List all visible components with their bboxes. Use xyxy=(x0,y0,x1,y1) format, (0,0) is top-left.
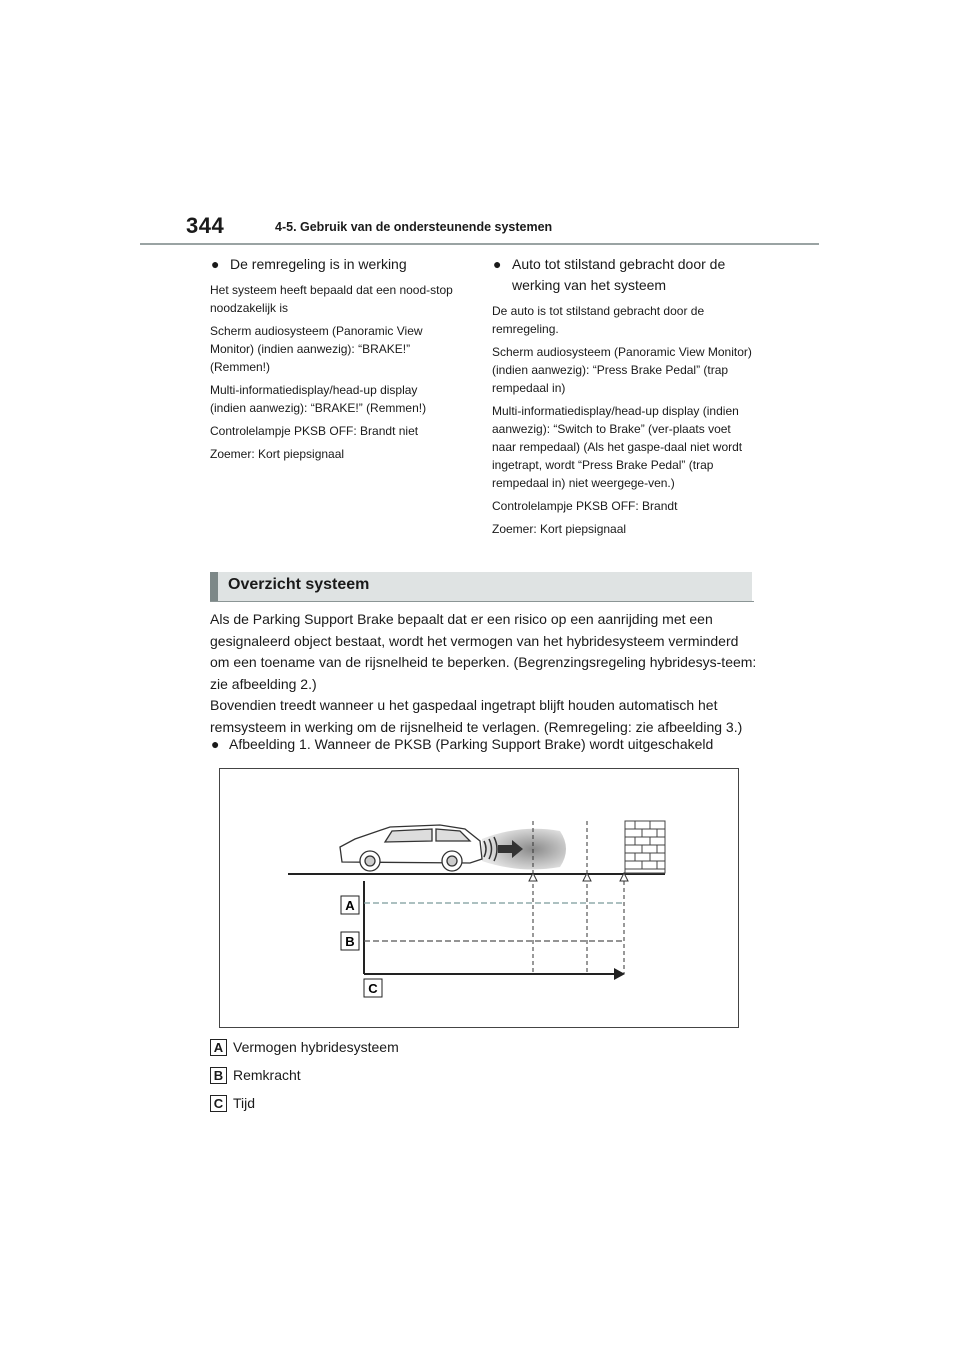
bullet-dot-icon: ● xyxy=(493,256,502,272)
legend-item-b xyxy=(210,1067,510,1087)
bullet-dot-icon: ● xyxy=(211,736,220,752)
right-line-1: De auto is tot stilstand gebracht door de remregeling. xyxy=(492,304,705,336)
right-bullet-text: Auto tot stilstand gebracht door de werking van het systeem xyxy=(512,256,726,293)
left-line-5: Zoemer: Kort piepsignaal xyxy=(210,447,345,461)
left-line-2: Scherm audiosysteem (Panoramic View Monitor) (indien aanwezig): “BRAKE!” (Remmen!) xyxy=(210,324,423,374)
label-b: B xyxy=(345,934,355,949)
left-line-3: Multi-informatiedisplay/head-up display (indien aanwezig): “BRAKE!” (Remmen!) xyxy=(210,383,427,415)
paragraph-1: Als de Parking Support Brake bepaalt dat er een risico op een aanrijding met een gesignaleerd object bestaat, wordt het vermogen van het hybridesysteem verminderd om een toename van de rijsnelheid te beperken. (Begrenzingsregeling hybridesys-teem: zie afbeelding 2.) xyxy=(210,611,757,692)
left-line-1: Het systeem heeft bepaald dat een nood-stop noodzakelijk is xyxy=(210,283,453,315)
header-rule xyxy=(140,243,819,245)
figure-diagram xyxy=(219,768,739,1028)
section-heading-text: Overzicht systeem xyxy=(228,576,370,593)
legend-text-c: Tijd xyxy=(233,1095,256,1111)
label-a: A xyxy=(345,898,355,913)
section-title: 4-5. Gebruik van de ondersteunende systemen xyxy=(275,220,553,234)
page-number: 344 xyxy=(186,213,225,238)
legend-item-c xyxy=(210,1095,510,1115)
label-c: C xyxy=(368,981,378,996)
body-text xyxy=(210,609,758,738)
legend-key-a: A xyxy=(210,1039,227,1056)
bullet-dot-icon: ● xyxy=(211,256,220,272)
left-bullet xyxy=(210,254,455,275)
brick-wall-icon xyxy=(625,821,665,873)
sensor-cone xyxy=(482,829,566,870)
right-line-4: Controlelampje PKSB OFF: Brandt xyxy=(492,499,678,513)
left-line-4: Controlelampje PKSB OFF: Brandt niet xyxy=(210,424,419,438)
legend-text-b: Remkracht xyxy=(233,1067,301,1083)
right-line-2: Scherm audiosysteem (Panoramic View Monitor) (indien aanwezig): “Press Brake Pedal” (trap rempedaal in) xyxy=(492,345,752,395)
car-icon xyxy=(340,825,482,871)
right-bullet xyxy=(492,254,752,296)
legend-key-c: C xyxy=(210,1095,227,1112)
right-line-3: Multi-informatiedisplay/head-up display (indien aanwezig): “Switch to Brake” (ver-plaats voet naar rempedaal) (Als het gaspe-daal niet wordt ingetrapt, wordt “Press Brake Pedal” (trap rempedaal in) niet weergege-ven.) xyxy=(492,404,743,490)
section-heading-rule xyxy=(210,601,754,602)
paragraph-2: Bovendien treedt wanneer u het gaspedaal ingetrapt blijft houden automatisch het remsysteem in werking om de rijsnelheid te verlagen. (Remregeling: zie afbeelding 3.) xyxy=(210,697,743,735)
right-column xyxy=(492,254,752,543)
right-line-5: Zoemer: Kort piepsignaal xyxy=(492,522,627,536)
legend-item-a xyxy=(210,1039,510,1059)
diagram-svg xyxy=(220,769,738,1027)
left-column xyxy=(210,254,455,468)
legend-key-b: B xyxy=(210,1067,227,1084)
axis-arrow-icon xyxy=(614,968,625,980)
legend-text-a: Vermogen hybridesysteem xyxy=(233,1039,399,1055)
left-bullet-text: De remregeling is in werking xyxy=(230,256,407,272)
figure-bullet xyxy=(210,734,758,755)
figure-bullet-text: Afbeelding 1. Wanneer de PKSB (Parking Support Brake) wordt uitgeschakeld xyxy=(229,736,714,752)
section-heading xyxy=(210,572,752,601)
